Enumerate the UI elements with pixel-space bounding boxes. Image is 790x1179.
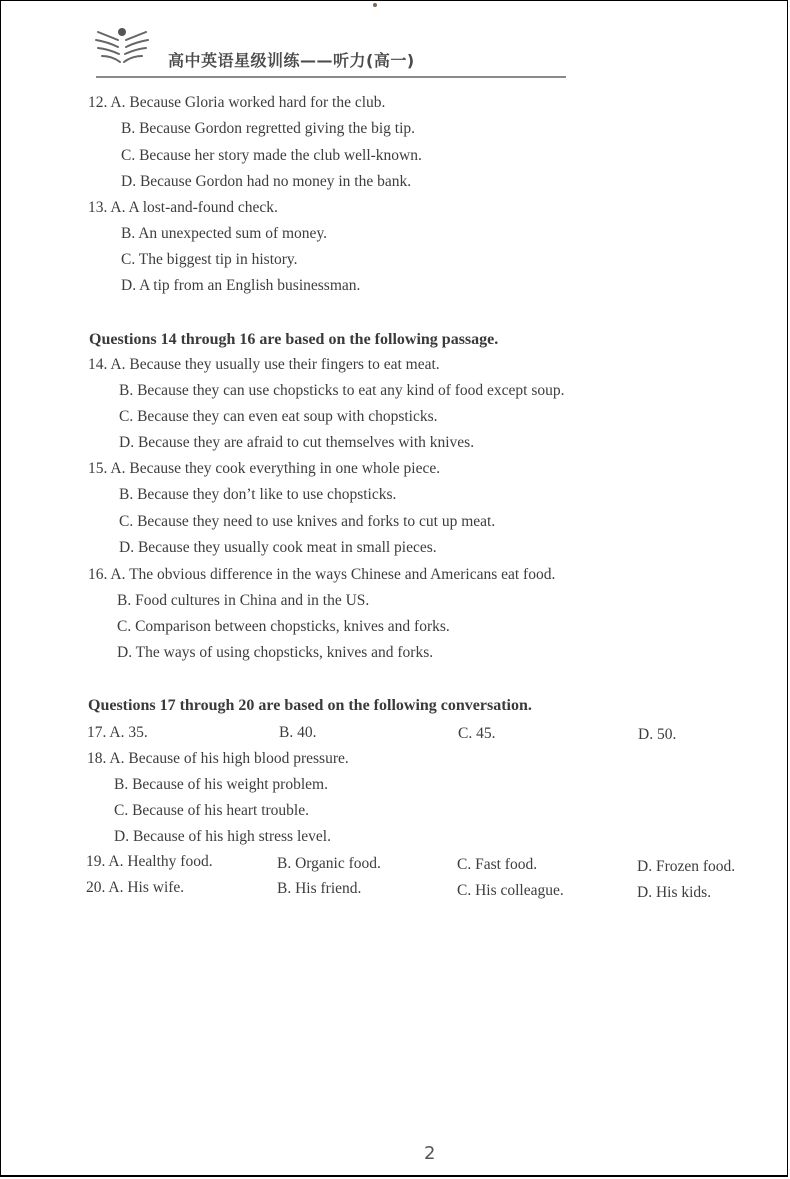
book-title: 高中英语星级训练——听力(高一) bbox=[168, 51, 415, 70]
question-14-option-d: D. Because they are afraid to cut themselves with knives. bbox=[119, 434, 475, 451]
question-17-option-b: B. 40. bbox=[279, 724, 317, 741]
option-text: A. A lost-and-found check. bbox=[110, 199, 278, 216]
binding-mark bbox=[373, 3, 377, 7]
question-19-option-d: D. Frozen food. bbox=[637, 858, 736, 875]
page-number: 2 bbox=[424, 1143, 436, 1164]
question-number: 15. bbox=[88, 460, 108, 477]
question-number: 12. bbox=[88, 94, 108, 111]
question-number: 19. bbox=[86, 853, 106, 870]
question-12-option-d: D. Because Gordon had no money in the bank. bbox=[121, 173, 412, 190]
option-text: A. His wife. bbox=[108, 879, 185, 896]
question-20-option-d: D. His kids. bbox=[637, 884, 712, 901]
question-number: 20. bbox=[86, 879, 106, 896]
question-17-option-d: D. 50. bbox=[638, 726, 677, 743]
question-18-option-d: D. Because of his high stress level. bbox=[114, 828, 331, 845]
section-heading-14-16: Questions 14 through 16 are based on the following passage. bbox=[89, 331, 499, 348]
question-14-option-b: B. Because they can use chopsticks to eat any kind of food except soup. bbox=[119, 382, 565, 399]
page-header bbox=[88, 26, 568, 78]
question-14-option-a bbox=[88, 356, 440, 374]
question-17-option-a bbox=[87, 724, 148, 742]
question-19-option-a bbox=[86, 853, 213, 871]
question-15-option-d: D. Because they usually cook meat in small pieces. bbox=[119, 539, 437, 556]
question-15-option-a bbox=[88, 460, 440, 478]
question-14-option-c: C. Because they can even eat soup with chopsticks. bbox=[119, 408, 438, 425]
question-number: 14. bbox=[88, 356, 108, 373]
question-12-option-b: B. Because Gordon regretted giving the big tip. bbox=[121, 120, 416, 137]
question-20-option-a bbox=[86, 879, 184, 897]
option-text: A. The obvious difference in the ways Chinese and Americans eat food. bbox=[110, 566, 556, 583]
question-16-option-d: D. The ways of using chopsticks, knives and forks. bbox=[117, 644, 434, 661]
question-16-option-b: B. Food cultures in China and in the US. bbox=[117, 592, 370, 609]
question-19-option-b: B. Organic food. bbox=[277, 855, 381, 872]
question-12-option-a bbox=[88, 94, 385, 112]
question-13-option-b: B. An unexpected sum of money. bbox=[121, 225, 328, 242]
question-20-option-c: C. His colleague. bbox=[457, 882, 564, 899]
question-number: 18. bbox=[87, 750, 107, 767]
question-15-option-b: B. Because they don’t like to use chopsticks. bbox=[119, 486, 397, 503]
option-text: A. Because of his high blood pressure. bbox=[109, 750, 349, 767]
book-wings-logo-icon bbox=[94, 26, 150, 66]
section-heading-17-20: Questions 17 through 20 are based on the following conversation. bbox=[88, 697, 532, 714]
question-number: 17. bbox=[87, 724, 107, 741]
question-19-option-c: C. Fast food. bbox=[457, 856, 538, 873]
option-text: A. Because they cook everything in one whole piece. bbox=[110, 460, 441, 477]
question-13-option-d: D. A tip from an English businessman. bbox=[121, 277, 361, 294]
question-13-option-c: C. The biggest tip in history. bbox=[121, 251, 298, 268]
question-number: 13. bbox=[88, 199, 108, 216]
question-16-option-c: C. Comparison between chopsticks, knives and forks. bbox=[117, 618, 450, 635]
question-number: 16. bbox=[88, 566, 108, 583]
option-text: A. 35. bbox=[109, 724, 148, 741]
question-18-option-a bbox=[87, 750, 349, 768]
question-12-option-c: C. Because her story made the club well-known. bbox=[121, 147, 422, 164]
question-18-option-c: C. Because of his heart trouble. bbox=[114, 802, 309, 819]
option-text: A. Because they usually use their fingers to eat meat. bbox=[110, 356, 440, 373]
question-18-option-b: B. Because of his weight problem. bbox=[114, 776, 328, 793]
question-17-option-c: C. 45. bbox=[458, 725, 496, 742]
option-text: A. Because Gloria worked hard for the club. bbox=[110, 94, 386, 111]
question-20-option-b: B. His friend. bbox=[277, 880, 362, 897]
question-16-option-a bbox=[88, 566, 555, 584]
option-text: A. Healthy food. bbox=[108, 853, 213, 870]
question-13-option-a bbox=[88, 199, 278, 217]
question-15-option-c: C. Because they need to use knives and forks to cut up meat. bbox=[119, 513, 496, 530]
header-divider bbox=[96, 76, 566, 78]
